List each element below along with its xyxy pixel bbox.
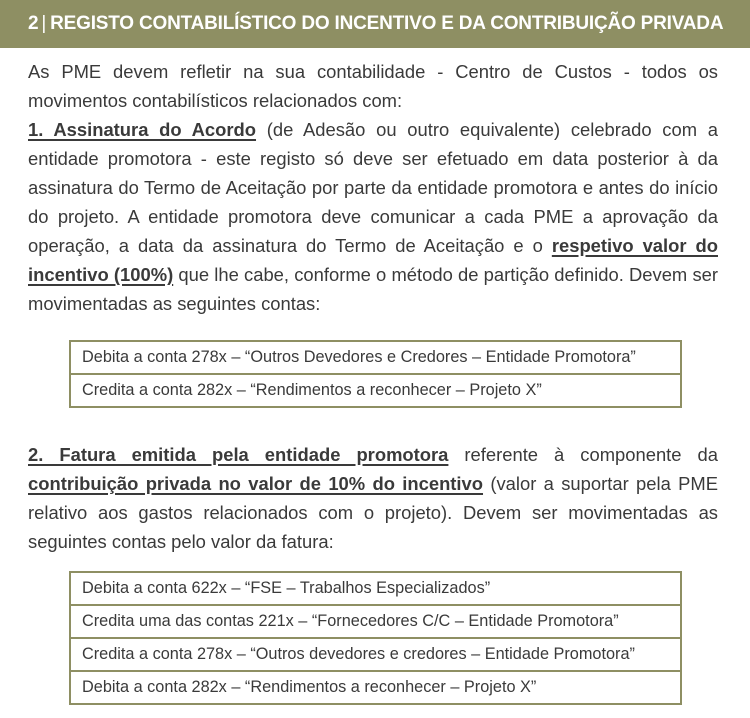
section2-paragraph bbox=[28, 440, 718, 556]
accounts-table-2 bbox=[69, 571, 682, 705]
item2-text-end: (valor a suportar pela PME relativo aos gastos relacionados com o projeto). Devem ser movimentadas as seguintes contas pelo valor da fatura: bbox=[28, 473, 718, 552]
table-row: Credita uma das contas 221x – “Fornecedores C/C – Entidade Promotora” bbox=[71, 604, 680, 637]
item1-text: (de Adesão ou outro equivalente) celebrado com a entidade promotora - este registo só deve ser efetuado em data posterior à da assinatura do Termo de Aceitação por parte da entidade promotora e antes do início do projeto. A entidade promotora deve comunicar a cada PME a aprovação da operação, a data da assinatura do Termo de Aceitação e o bbox=[28, 119, 718, 256]
table-row: Credita a conta 278x – “Outros devedores e credores – Entidade Promotora” bbox=[71, 637, 680, 670]
table-row: Debita a conta 622x – “FSE – Trabalhos Especializados” bbox=[82, 579, 491, 597]
section-separator: | bbox=[41, 13, 47, 34]
table-row: Credita a conta 282x – “Rendimentos a reconhecer – Projeto X” bbox=[71, 373, 680, 406]
item2-emphasis: contribuição privada no valor de 10% do incentivo bbox=[28, 473, 484, 494]
item1-emphasis: respetivo valor do incentivo (100%) bbox=[28, 235, 718, 285]
item1-title: 1. Assinatura do Acordo bbox=[28, 119, 257, 140]
intro-text: As PME devem refletir na sua contabilidade - Centro de Custos - todos os movimentos contabilísticos relacionados com: bbox=[28, 61, 718, 111]
table-row: Debita a conta 278x – “Outros Devedores e Credores – Entidade Promotora” bbox=[82, 348, 636, 366]
section-header bbox=[0, 0, 750, 48]
item2-title: 2. Fatura emitida pela entidade promotora bbox=[28, 444, 449, 465]
section-number: 2 bbox=[28, 13, 39, 34]
item1-text-end: que lhe cabe, conforme o método de partição definido. Devem ser movimentadas as seguintes contas: bbox=[28, 264, 718, 314]
accounts-table-1 bbox=[69, 340, 682, 408]
intro-paragraph bbox=[28, 57, 718, 318]
section-title: REGISTO CONTABILÍSTICO DO INCENTIVO E DA CONTRIBUIÇÃO PRIVADA bbox=[50, 13, 724, 34]
item2-text: referente à componente da bbox=[448, 444, 718, 465]
table-row: Debita a conta 282x – “Rendimentos a reconhecer – Projeto X” bbox=[71, 670, 680, 703]
